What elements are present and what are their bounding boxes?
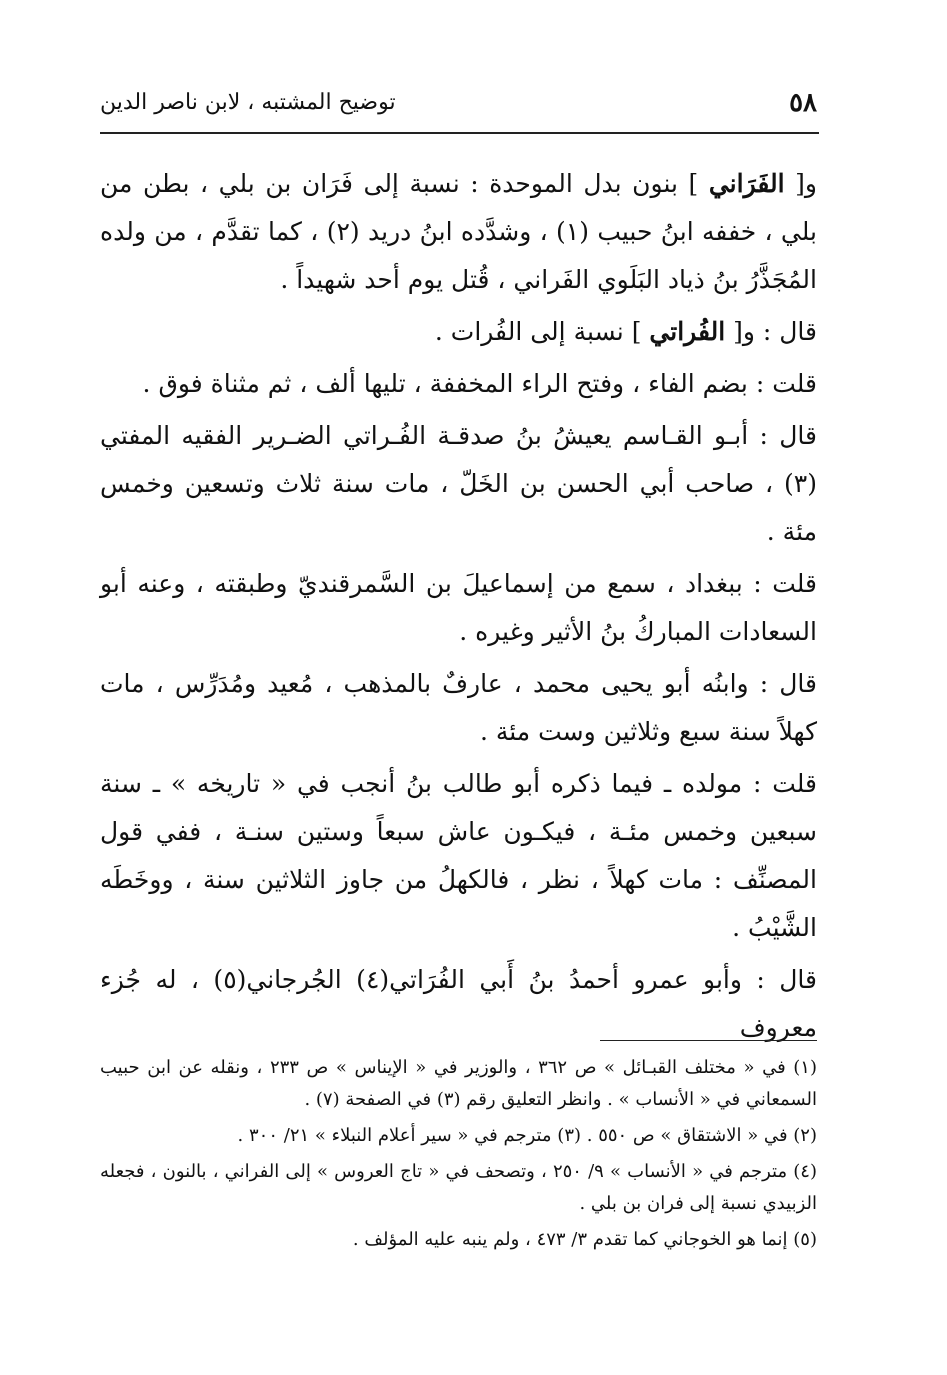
header-rule <box>100 132 819 134</box>
paragraph: قال : وأبو عمرو أحمدُ بنُ أَبي الفُرَاتي(٤) الجُرجاني(٥) ، له جُزء معروف <box>100 965 817 1042</box>
paragraph: قلت : بضم الفاء ، وفتح الراء المخففة ، تليها ألف ، ثم مثناة فوق . <box>142 369 817 398</box>
paragraph: قلت : ببغداد ، سمع من إسماعيلَ بن السَّمرقنديّ وطبقته ، وعنه أبو السعادات المباركُ بنُ الأثير وغيره . <box>100 569 817 646</box>
page-header <box>100 84 817 128</box>
footnote: (٢) في « الاشتقاق » ص ٥٥٠ . (٣) مترجم في « سير أعلام النبلاء » ٢١/ ٣٠٠ . <box>237 1125 817 1146</box>
footnote: (١) في « مختلف القبـائل » ص ٣٦٢ ، والوزير في « الإيناس » ص ٢٣٣ ، ونقله عن ابن حبيب السمعاني في « الأنساب » . وانظر التعليق رقم (٣) في الصفحة (٧) . <box>100 1057 817 1110</box>
paragraph: قال : أبـو القـاسم يعيشُ بنُ صدقـة الفُـراتي الضـرير الفقيه المفتي (٣) ، صاحب أبي الحسن بن الخَلّ ، مات سنة ثلاث وتسعين وخمس مئة . <box>100 421 817 546</box>
footnotes <box>100 1052 817 1260</box>
footnote: (٥) إنما هو الخوجاني كما تقدم ٣/ ٤٧٣ ، ولم ينبه عليه المؤلف . <box>352 1229 817 1250</box>
footnote: (٤) مترجم في « الأنساب » ٩/ ٢٥٠ ، وتصحف في « تاج العروس » إلى الفراني ، بالنون ، فجعله الزبيدي نسبة إلى فران بن بلي . <box>100 1161 817 1214</box>
paragraph: قال : و[ الفُراتي ] نسبة إلى الفُرات . <box>434 317 817 346</box>
main-text <box>100 160 817 1056</box>
running-title: توضيح المشتبه ، لابن ناصر الدين <box>100 90 396 115</box>
paragraph: قلت : مولده ـ فيما ذكره أبو طالب بنُ أنجب في « تاريخه » ـ سنة سبعين وخمس مئـة ، فيكـون عاش سبعاً وستين سنـة ، ففي قول المصنِّف : مات كهلاً ، نظر ، فالكهلُ من جاوز الثلاثين سنة ، ووخَطَه الشَّيْبُ . <box>100 769 817 942</box>
page-number: ٥٨ <box>789 88 817 118</box>
footnote-rule <box>600 1040 817 1041</box>
paragraph: و[ الفَرَاني ] بنون بدل الموحدة : نسبة إلى فَرَان بن بلي ، بطن من بلي ، خففه ابنُ حبيب (١) ، وشدَّده ابنُ دريد (٢) ، كما تقدَّم ، من ولده المُجَذَّرُ بنُ ذياد البَلَوي الفَراني ، قُتل يوم أحد شهيداً . <box>100 169 817 294</box>
paragraph: قال : وابنُه أبو يحيى محمد ، عارفٌ بالمذهب ، مُعيد ومُدَرِّس ، مات كهلاً سنة سبع وثلاثين وست مئة . <box>100 669 817 746</box>
